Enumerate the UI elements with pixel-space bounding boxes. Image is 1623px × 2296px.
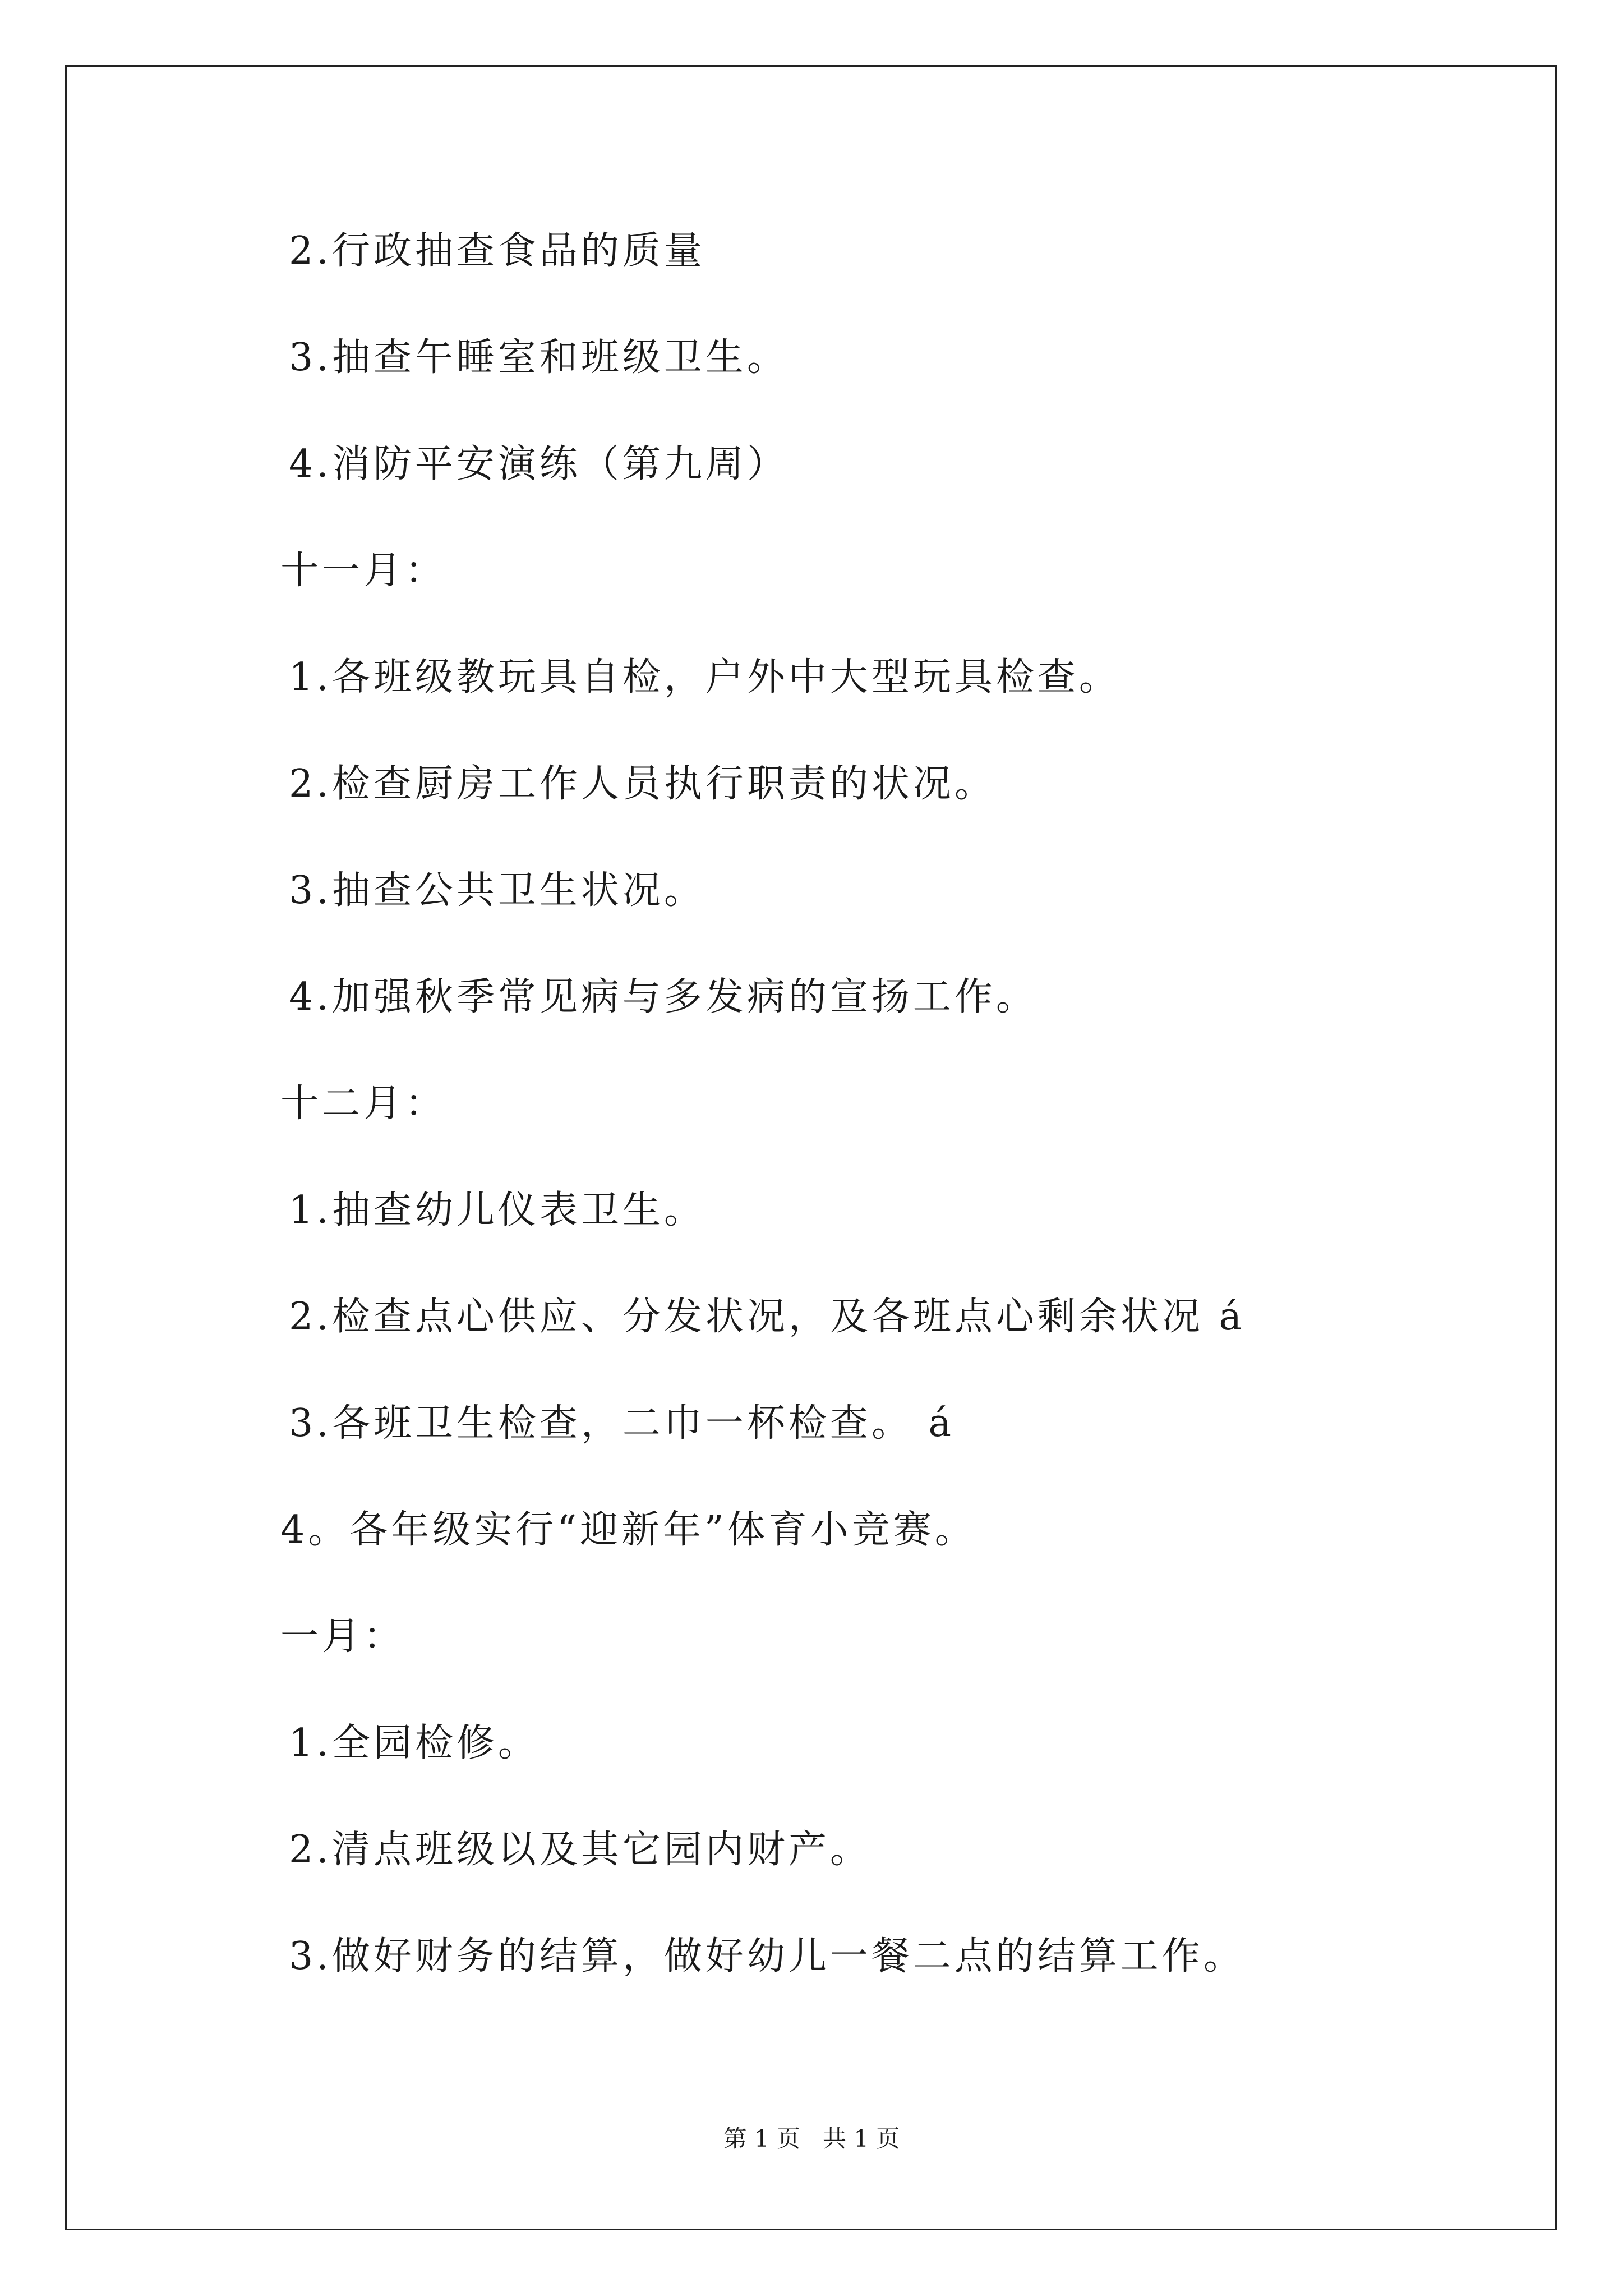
page-total: 共 1 页 xyxy=(823,2125,900,2152)
text-line: 2.清点班级以及其它园内财产。 xyxy=(289,1828,872,1872)
page-frame xyxy=(65,65,1557,2230)
page-number: 第 1 页 xyxy=(723,2125,800,2152)
text-line: 3.各班卫生检查，二巾一杯检查。 á xyxy=(289,1401,955,1446)
text-line: 4.消防平安演练（第九周） xyxy=(289,442,789,486)
text-line: 2.行政抽查食品的质量 xyxy=(289,229,706,273)
text-line: 1.各班级教玩具自检，户外中大型玩具检查。 xyxy=(289,655,1121,700)
text-line: 2.检查点心供应、分发状况，及各班点心剩余状况 á xyxy=(289,1295,1246,1339)
text-line: 3.抽查午睡室和班级卫生。 xyxy=(289,335,789,380)
text-line: 2.检查厨房工作人员执行职责的状况。 xyxy=(289,762,996,806)
text-line: 3.做好财务的结算，做好幼儿一餐二点的结算工作。 xyxy=(289,1934,1245,1978)
section-heading: 十一月： xyxy=(280,549,447,593)
section-heading: 十二月： xyxy=(280,1082,447,1126)
section-heading: 一月： xyxy=(280,1614,405,1659)
page-footer xyxy=(0,2125,1623,2153)
text-line: 1.全园检修。 xyxy=(289,1721,540,1765)
text-line: 4.加强秋季常见病与多发病的宣扬工作。 xyxy=(289,975,1038,1019)
text-line: 3.抽查公共卫生状况。 xyxy=(289,868,706,913)
text-line: 1.抽查幼儿仪表卫生。 xyxy=(289,1188,706,1232)
text-line: 4。各年级实行“迎新年”体育小竞赛。 xyxy=(280,1508,976,1552)
